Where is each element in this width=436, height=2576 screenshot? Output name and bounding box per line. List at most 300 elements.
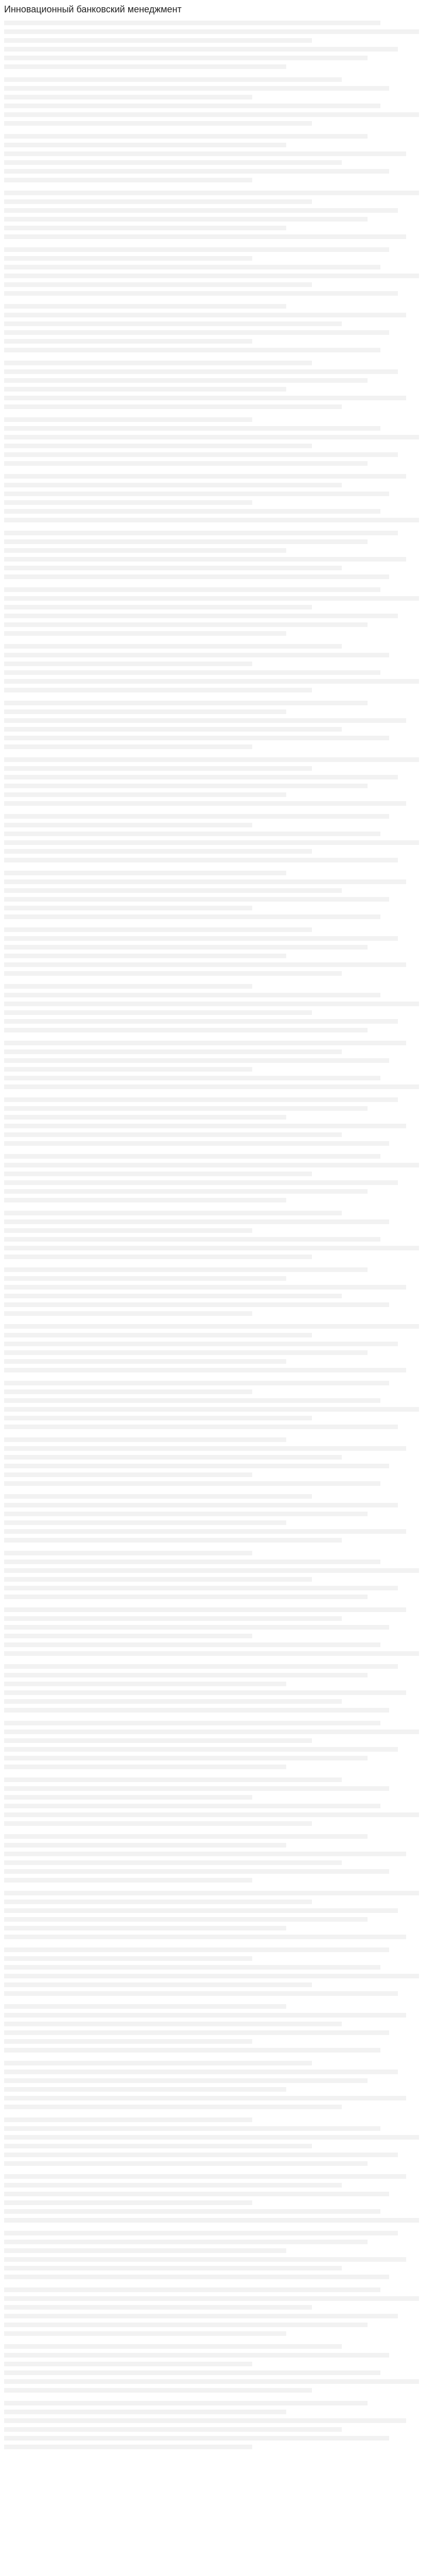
paragraph-gap xyxy=(4,1547,432,1551)
unread-line xyxy=(4,871,286,875)
unread-line xyxy=(4,1747,398,1752)
paragraph-gap xyxy=(4,753,432,757)
unread-line xyxy=(4,2013,406,2018)
unread-line xyxy=(4,1359,286,1364)
unread-line xyxy=(4,2379,419,2384)
unread-line xyxy=(4,2305,312,2310)
unread-line xyxy=(4,474,406,479)
unread-line xyxy=(4,1616,342,1621)
paragraph-gap xyxy=(4,1093,432,1097)
paragraph-gap xyxy=(4,187,432,191)
unread-line xyxy=(4,984,252,989)
paragraph-gap xyxy=(4,1490,432,1494)
unread-line xyxy=(4,1991,398,1996)
unread-line xyxy=(4,1699,342,1704)
unread-line xyxy=(4,143,286,147)
unread-line xyxy=(4,256,252,261)
unread-line xyxy=(4,1067,252,1072)
unread-line xyxy=(4,2275,389,2279)
unread-line xyxy=(4,539,368,544)
unread-line xyxy=(4,1982,312,1987)
unread-line xyxy=(4,2117,252,2122)
paragraph-gap xyxy=(4,1603,432,1607)
paragraph-gap xyxy=(4,300,432,304)
unread-line xyxy=(4,2314,398,2318)
unread-line xyxy=(4,191,419,195)
unread-line xyxy=(4,1180,398,1185)
unread-line xyxy=(4,1198,286,1202)
unread-line xyxy=(4,1437,286,1442)
unread-line xyxy=(4,1124,406,1128)
unread-line xyxy=(4,339,252,344)
unread-line xyxy=(4,2427,342,2432)
unread-line xyxy=(4,435,419,439)
unread-line xyxy=(4,1551,252,1555)
unread-line xyxy=(4,2192,389,2196)
paragraph-gap xyxy=(4,2340,432,2344)
unread-line xyxy=(4,1058,389,1063)
unread-line xyxy=(4,1302,389,1307)
unread-line xyxy=(4,56,368,60)
unread-line xyxy=(4,426,380,431)
paragraph-gap xyxy=(4,810,432,814)
paragraph-gap xyxy=(4,980,432,984)
unread-line xyxy=(4,1211,342,1215)
unread-line xyxy=(4,2022,342,2026)
unread-line xyxy=(4,2436,389,2441)
unread-line xyxy=(4,1425,398,1429)
unread-line xyxy=(4,1255,312,1259)
unread-line xyxy=(4,1664,398,1669)
unread-line xyxy=(4,1625,389,1630)
unread-line xyxy=(4,2257,406,2262)
unread-line xyxy=(4,631,286,636)
paragraph-gap xyxy=(4,1037,432,1041)
paragraph-gap xyxy=(4,2283,432,2287)
unread-line xyxy=(4,897,389,902)
paragraph-gap xyxy=(4,1320,432,1324)
unread-line xyxy=(4,814,389,819)
paragraph-gap xyxy=(4,1660,432,1664)
paragraph-gap xyxy=(4,2397,432,2401)
paragraph-gap xyxy=(4,923,432,927)
unread-line xyxy=(4,483,342,487)
unread-line xyxy=(4,2231,398,2235)
unread-line xyxy=(4,736,389,740)
unread-line xyxy=(4,531,398,535)
paragraph-gap xyxy=(4,243,432,247)
unread-line xyxy=(4,2331,286,2336)
unread-line xyxy=(4,849,312,854)
unread-line xyxy=(4,701,368,705)
unread-line xyxy=(4,1132,342,1137)
unread-line xyxy=(4,1381,389,1385)
unread-line xyxy=(4,840,419,845)
unread-line xyxy=(4,1049,342,1054)
unread-line xyxy=(4,1891,419,1895)
unread-line xyxy=(4,1097,398,1102)
unread-line xyxy=(4,2362,252,2366)
unread-line xyxy=(4,766,312,771)
unread-line xyxy=(4,2248,286,2253)
unread-line xyxy=(4,644,342,649)
unread-line xyxy=(4,396,406,400)
paragraph-gap xyxy=(4,640,432,644)
unread-line xyxy=(4,1446,406,1451)
unread-line xyxy=(4,1974,419,1978)
unread-line xyxy=(4,670,380,675)
unread-line xyxy=(4,2087,286,2092)
unread-line xyxy=(4,775,398,779)
unread-line xyxy=(4,1607,406,1612)
unread-line xyxy=(4,1163,419,1167)
unread-line xyxy=(4,784,368,788)
unread-line xyxy=(4,2174,406,2179)
unread-line xyxy=(4,1172,312,1176)
unread-line xyxy=(4,1084,419,1089)
unread-line xyxy=(4,121,312,126)
paragraph-gap xyxy=(4,1207,432,1211)
unread-line xyxy=(4,1019,398,1024)
unread-line xyxy=(4,2296,419,2301)
unread-line xyxy=(4,2039,252,2044)
paragraph-gap xyxy=(4,1263,432,1267)
unread-line xyxy=(4,178,252,182)
unread-line xyxy=(4,2445,252,2449)
unread-line xyxy=(4,1464,389,1468)
unread-line xyxy=(4,614,398,618)
unread-line xyxy=(4,879,406,884)
unread-line xyxy=(4,95,252,99)
paragraph-gap xyxy=(4,1433,432,1437)
paragraph-gap xyxy=(4,697,432,701)
unread-line xyxy=(4,2370,380,2375)
unread-line xyxy=(4,2030,389,2035)
unread-line xyxy=(4,2209,380,2214)
unread-line xyxy=(4,1481,380,1486)
unread-line xyxy=(4,906,252,910)
unread-line xyxy=(4,757,419,762)
paragraph-gap xyxy=(4,2057,432,2061)
paragraph-gap xyxy=(4,527,432,531)
unread-line xyxy=(4,2418,406,2423)
unread-line xyxy=(4,2126,380,2131)
unread-line xyxy=(4,605,312,609)
unread-line xyxy=(4,361,312,365)
unread-line xyxy=(4,282,312,287)
unread-line xyxy=(4,1455,342,1460)
unread-line xyxy=(4,566,342,570)
paragraph-gap xyxy=(4,1887,432,1891)
unread-line xyxy=(4,86,389,91)
unread-line xyxy=(4,1965,380,1970)
unread-line xyxy=(4,1324,419,1329)
unread-line xyxy=(4,1529,406,1534)
unread-line xyxy=(4,1900,312,1904)
unread-line xyxy=(4,47,398,52)
unread-line xyxy=(4,1520,286,1525)
unread-line xyxy=(4,2240,368,2244)
unread-line xyxy=(4,321,342,326)
unread-line xyxy=(4,858,398,862)
unread-line xyxy=(4,1878,252,1883)
unread-line xyxy=(4,1795,252,1800)
unread-line xyxy=(4,832,380,836)
unread-line xyxy=(4,1106,368,1111)
unread-line xyxy=(4,1503,398,1507)
unread-line xyxy=(4,1141,389,1146)
paragraph-gap xyxy=(4,1150,432,1154)
unread-line xyxy=(4,914,380,919)
unread-line xyxy=(4,888,342,893)
unread-line xyxy=(4,1416,312,1420)
unread-line xyxy=(4,1651,419,1656)
paragraph-gap xyxy=(4,583,432,587)
unread-line xyxy=(4,21,380,25)
unread-line xyxy=(4,274,419,278)
unread-line xyxy=(4,2183,342,2188)
unread-line xyxy=(4,2410,286,2414)
unread-line xyxy=(4,2323,368,2327)
unread-line xyxy=(4,1219,389,1224)
unread-line xyxy=(4,1333,312,1337)
unread-line xyxy=(4,2096,406,2100)
unread-line xyxy=(4,1926,286,1930)
unread-line xyxy=(4,1586,398,1590)
unread-line xyxy=(4,1350,368,1355)
unread-line xyxy=(4,1634,252,1638)
unread-line xyxy=(4,954,286,958)
unread-line xyxy=(4,1756,368,1760)
unread-line xyxy=(4,2353,389,2358)
unread-line xyxy=(4,387,286,392)
unread-line xyxy=(4,2061,312,2065)
unread-line xyxy=(4,1956,252,1961)
article-title: Инновационный банковский менеджмент xyxy=(4,4,182,14)
unread-line xyxy=(4,1407,419,1412)
unread-line xyxy=(4,1010,312,1015)
unread-line xyxy=(4,1041,406,1045)
unread-line xyxy=(4,1538,342,1543)
unread-line xyxy=(4,1276,286,1281)
paragraph-gap xyxy=(4,357,432,361)
unread-line xyxy=(4,304,286,309)
unread-line xyxy=(4,1765,286,1769)
unread-line xyxy=(4,77,342,82)
unread-line xyxy=(4,1908,398,1913)
unread-line xyxy=(4,1028,368,1032)
unread-line xyxy=(4,1311,252,1316)
unread-line xyxy=(4,226,286,230)
unread-line xyxy=(4,2266,342,2270)
unread-line xyxy=(4,208,398,213)
unread-line xyxy=(4,378,368,383)
paragraph-gap xyxy=(4,1830,432,1834)
unread-line xyxy=(4,2004,286,2009)
paragraph-gap xyxy=(4,1943,432,1947)
unread-line xyxy=(4,2153,398,2157)
unread-line xyxy=(4,1512,368,1516)
unread-line xyxy=(4,1852,406,1856)
unread-line xyxy=(4,134,368,139)
unread-line xyxy=(4,1812,419,1817)
unread-line xyxy=(4,160,342,165)
unread-line xyxy=(4,1267,368,1272)
unread-line xyxy=(4,509,380,514)
unread-line xyxy=(4,1002,419,1006)
unread-line xyxy=(4,1560,380,1564)
unread-line xyxy=(4,1804,380,1808)
unread-line xyxy=(4,1821,312,1826)
unread-line xyxy=(4,369,398,374)
paragraph-gap xyxy=(4,2000,432,2004)
unread-line xyxy=(4,1472,252,1477)
unread-line xyxy=(4,1730,419,1734)
unread-line xyxy=(4,993,380,997)
unread-line xyxy=(4,971,342,976)
unread-line xyxy=(4,823,252,827)
unread-line xyxy=(4,718,406,723)
unread-line xyxy=(4,348,380,352)
unread-line xyxy=(4,1690,406,1695)
unread-line xyxy=(4,64,286,69)
unread-line xyxy=(4,2200,252,2205)
unread-line xyxy=(4,727,342,732)
unread-line xyxy=(4,461,368,466)
unread-line xyxy=(4,1595,368,1599)
unread-line xyxy=(4,1834,368,1839)
unread-line xyxy=(4,452,398,457)
unread-line xyxy=(4,2048,380,2053)
unread-line xyxy=(4,1285,406,1290)
paragraph-gap xyxy=(4,2113,432,2117)
unread-line xyxy=(4,518,419,522)
paragraph-gap xyxy=(4,413,432,417)
unread-line xyxy=(4,1294,342,1298)
unread-line xyxy=(4,112,419,117)
unread-line xyxy=(4,1947,389,1952)
paragraph-gap xyxy=(4,1377,432,1381)
unread-line xyxy=(4,662,252,666)
unread-line xyxy=(4,574,389,579)
unread-line xyxy=(4,1115,286,1120)
unread-line xyxy=(4,1246,419,1250)
unread-line xyxy=(4,1738,312,1743)
unread-line xyxy=(4,587,380,592)
unread-line xyxy=(4,313,406,317)
unread-line xyxy=(4,330,389,335)
unread-line xyxy=(4,2135,419,2140)
paragraph-gap xyxy=(4,2170,432,2174)
unread-line xyxy=(4,2070,398,2074)
unread-line xyxy=(4,2078,368,2083)
unread-line xyxy=(4,688,312,692)
unread-line xyxy=(4,1935,406,1939)
unread-line xyxy=(4,234,406,239)
unread-line xyxy=(4,2144,312,2148)
unread-line xyxy=(4,500,252,505)
unread-line xyxy=(4,2161,368,2166)
unread-line xyxy=(4,1869,389,1874)
unread-line xyxy=(4,792,286,797)
unread-line xyxy=(4,29,419,34)
unread-line xyxy=(4,199,312,204)
unread-line xyxy=(4,492,389,496)
unread-line xyxy=(4,265,380,269)
unread-line xyxy=(4,1577,312,1582)
unread-line xyxy=(4,2105,342,2109)
unread-line xyxy=(4,1228,252,1233)
unread-line xyxy=(4,1642,380,1647)
unread-line xyxy=(4,945,368,950)
paragraph-gap xyxy=(4,867,432,871)
unread-line xyxy=(4,2401,368,2405)
unread-line xyxy=(4,1708,389,1713)
unread-line xyxy=(4,1682,286,1686)
unread-line xyxy=(4,104,380,108)
unread-line xyxy=(4,709,286,714)
unread-line xyxy=(4,1237,380,1242)
unread-line xyxy=(4,1673,368,1677)
paragraph-gap xyxy=(4,470,432,474)
unread-line xyxy=(4,151,406,156)
unread-line xyxy=(4,1721,380,1725)
unread-line xyxy=(4,679,419,684)
unread-line xyxy=(4,1777,342,1782)
unread-line xyxy=(4,169,389,174)
unread-line xyxy=(4,2388,312,2393)
paragraph-gap xyxy=(4,1717,432,1721)
unread-line xyxy=(4,1398,380,1403)
unread-line xyxy=(4,548,286,553)
unread-line xyxy=(4,744,252,749)
unread-line xyxy=(4,1368,406,1372)
paragraph-gap xyxy=(4,1773,432,1777)
unread-line xyxy=(4,217,368,222)
unread-line xyxy=(4,1189,368,1194)
unread-line xyxy=(4,801,406,806)
unread-line xyxy=(4,622,368,627)
unread-line xyxy=(4,1568,419,1573)
unread-line xyxy=(4,404,342,409)
unread-line xyxy=(4,596,419,601)
unread-line xyxy=(4,444,312,448)
unread-line xyxy=(4,653,389,657)
unread-line xyxy=(4,2218,419,2223)
unread-line xyxy=(4,1494,312,1499)
paragraph-gap xyxy=(4,130,432,134)
unread-line xyxy=(4,417,252,422)
unread-line xyxy=(4,1843,286,1848)
unread-line xyxy=(4,1389,252,1394)
unread-line xyxy=(4,1342,398,1346)
paragraph-gap xyxy=(4,2227,432,2231)
unread-line xyxy=(4,2287,380,2292)
unread-line xyxy=(4,936,398,941)
unread-line xyxy=(4,1917,368,1922)
paragraph-gap xyxy=(4,73,432,77)
unread-line xyxy=(4,962,406,967)
unread-line xyxy=(4,1860,342,1865)
unread-line xyxy=(4,1154,380,1159)
unread-line xyxy=(4,557,406,562)
unread-line xyxy=(4,2344,342,2349)
unread-line xyxy=(4,1076,380,1080)
article-text-unread xyxy=(4,21,432,2449)
unread-line xyxy=(4,291,398,296)
unread-line xyxy=(4,247,389,252)
unread-line xyxy=(4,38,312,43)
